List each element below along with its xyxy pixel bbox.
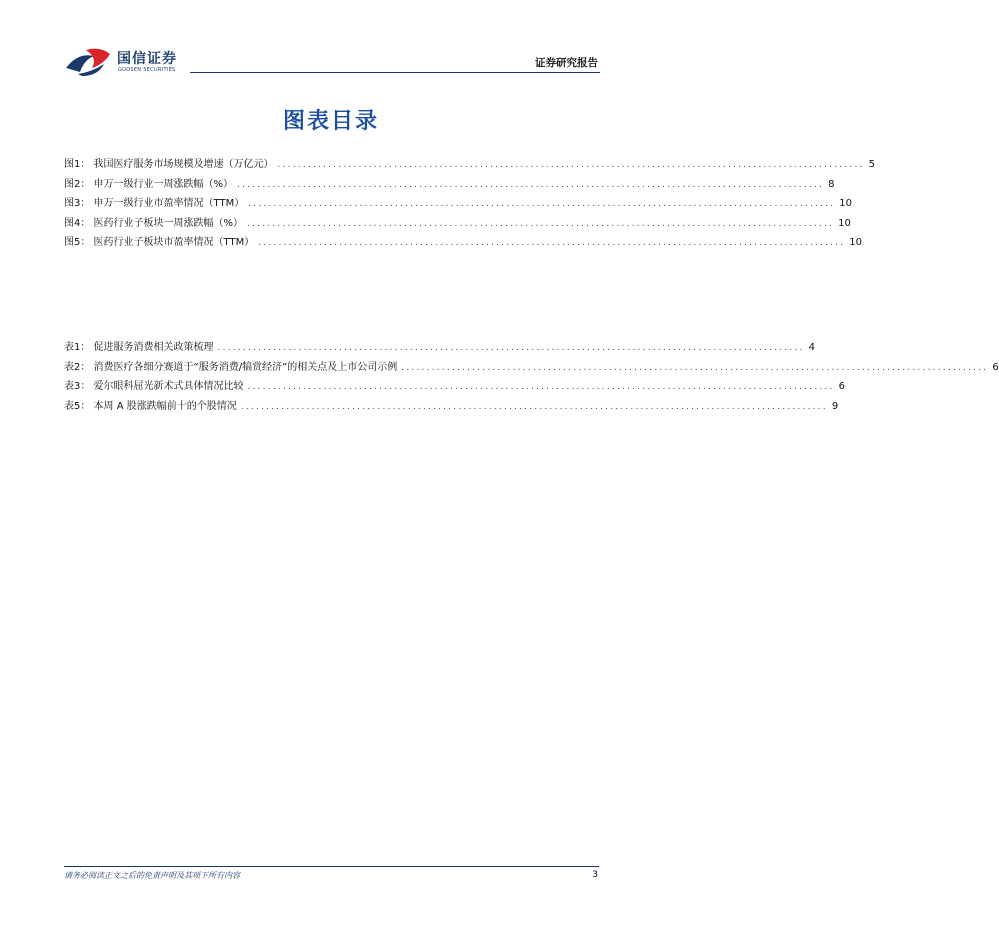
- toc-entry-table-2[interactable]: [64, 358, 999, 378]
- toc-entry-figure-3[interactable]: [64, 194, 853, 214]
- toc-leader-dots: ....................................................................................................................: [237, 179, 825, 190]
- toc-leader-dots: ....................................................................................................................: [217, 343, 805, 353]
- figure-list: [64, 155, 875, 253]
- toc-entry-page: 6: [838, 381, 845, 392]
- page-header: [0, 0, 662, 80]
- toc-leader-dots: ....................................................................................................................: [247, 218, 835, 229]
- report-type-label: 证券研究报告: [535, 57, 598, 69]
- logo-chinese-name: 国信证券: [117, 51, 177, 67]
- toc-entry-page: 8: [828, 178, 835, 190]
- toc-entry-label: 图4： 医药行业子板块一周涨跌幅（%）: [64, 217, 244, 229]
- header-divider: [190, 72, 600, 73]
- toc-entry-page: 6: [992, 361, 999, 373]
- toc-entry-page: 10: [839, 198, 853, 209]
- toc-entry-page: 10: [849, 237, 863, 248]
- toc-title: 图表目录: [282, 109, 379, 134]
- toc-entry-label: 表2： 消费医疗各细分赛道于“服务消费/犒赏经济”的相关点及上市公司示例: [64, 361, 398, 373]
- toc-entry-label: 表5： 本周 A 股涨跌幅前十的个股情况: [64, 400, 237, 412]
- toc-entry-figure-4[interactable]: [64, 214, 851, 234]
- toc-entry-label: 图1： 我国医疗服务市场规模及增速（万亿元）: [64, 159, 274, 170]
- toc-entry-label: 表3： 爱尔眼科屈光新术式具体情况比较: [64, 381, 244, 392]
- toc-leader-dots: ....................................................................................................................: [401, 362, 989, 373]
- toc-leader-dots: ....................................................................................................................: [248, 199, 836, 209]
- toc-entry-page: 4: [808, 342, 815, 353]
- toc-entry-page: 9: [831, 400, 839, 412]
- guosen-logo-icon: [64, 46, 116, 78]
- toc-entry-table-5[interactable]: [64, 397, 839, 417]
- guosen-logo: [64, 46, 184, 78]
- toc-entry-figure-5[interactable]: [64, 233, 863, 253]
- page-number: 3: [592, 870, 598, 880]
- toc-entry-label: 表1： 促进服务消费相关政策梳理: [64, 342, 214, 353]
- toc-entry-label: 图3： 申万一级行业市盈率情况（TTM）: [64, 198, 245, 209]
- toc-entry-table-1[interactable]: [64, 338, 815, 358]
- toc-leader-dots: ....................................................................................................................: [247, 382, 835, 392]
- toc-leader-dots: ....................................................................................................................: [240, 401, 828, 412]
- logo-english-name: GUOSEN SECURITIES: [118, 67, 176, 73]
- footer-disclaimer: 请务必阅读正文之后的免责声明及其项下所有内容: [64, 871, 240, 880]
- toc-entry-table-3[interactable]: [64, 377, 845, 397]
- toc-leader-dots: ....................................................................................................................: [277, 160, 865, 170]
- toc-entry-figure-1[interactable]: [64, 155, 875, 175]
- toc-entry-page: 5: [868, 159, 875, 170]
- toc-leader-dots: ....................................................................................................................: [258, 238, 846, 248]
- toc-entry-page: 10: [838, 217, 851, 229]
- toc-entry-figure-2[interactable]: [64, 175, 835, 195]
- toc-entry-label: 图5： 医药行业子板块市盈率情况（TTM）: [64, 237, 255, 248]
- toc-entry-label: 图2： 申万一级行业一周涨跌幅（%）: [64, 178, 234, 190]
- footer-divider: [64, 866, 599, 867]
- table-list: [64, 338, 999, 416]
